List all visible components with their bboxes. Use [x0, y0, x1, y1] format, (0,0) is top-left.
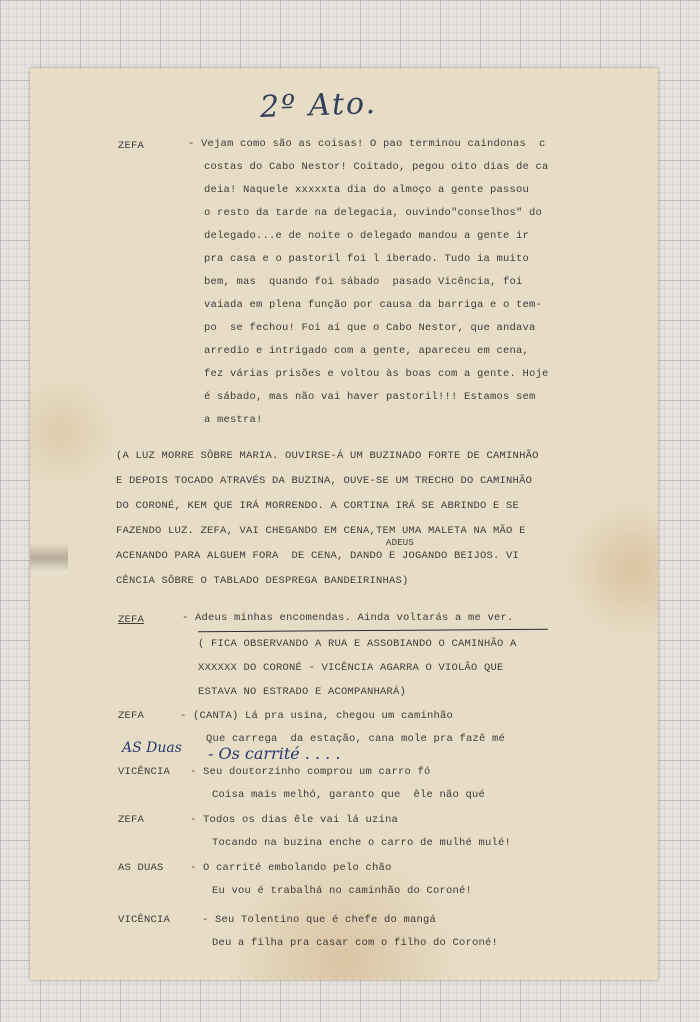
paper-fold: [30, 543, 68, 573]
song-line: - O carrité embolando pelo chão: [190, 862, 392, 874]
handwritten-underline: [198, 629, 548, 632]
stage-insert: ADEUS: [386, 538, 415, 548]
speech-line: pra casa e o pastoril foi l iberado. Tudo ia muito: [204, 253, 530, 265]
stage-direction-line: FAZENDO LUZ. ZEFA, VAI CHEGANDO EM CENA,TEM UMA MALETA NA MÃO E: [116, 525, 526, 537]
speech-line: costas do Cabo Nestor! Coitado, pegou oito dias de ca: [204, 161, 549, 173]
speaker-zefa-2: ZEFA: [118, 614, 145, 626]
stage-direction-line: E DEPOIS TOCADO ATRAVÉS DA BUZINA, OUVE-SE UM TRECHO DO CAMINHÃO: [116, 475, 533, 487]
song-line: - Seu doutorzinho comprou um carro fó: [190, 766, 431, 778]
speech-line: fez várias prisões e voltou às boas com a gente. Hoje: [204, 368, 549, 380]
speech-line: deia! Naquele xxxxxta dia do almoço a gente passou: [204, 184, 530, 196]
zefa-line-2: - Adeus minhas encomendas. Ainda voltarás a me ver.: [182, 612, 514, 624]
song-speaker: VICÊNCIA: [118, 914, 171, 926]
song-speaker: ZEFA: [118, 814, 145, 826]
speech-line: delegado...e de noite o delegado mandou a gente ir: [204, 230, 530, 242]
act-heading: 2º Ato.: [259, 85, 378, 126]
stage-direction-line: XXXXXX DO CORONÉ - VICÊNCIA AGARRA O VIOLÃO QUE: [198, 662, 504, 674]
typed-script-page: [30, 68, 658, 980]
handwritten-line: - Os carrité . . . .: [208, 744, 341, 763]
speech-line: é sábado, mas não vai haver pastoril!!! Estamos sem: [204, 391, 536, 403]
speech-line: vaiada em plena função por causa da barriga e o tem-: [204, 299, 543, 311]
handwritten-speaker: AS Duas: [122, 740, 182, 756]
song-speaker: AS DUAS: [118, 862, 164, 874]
speech-line: arredio e intrigado com a gente, apareceu em cena,: [204, 345, 530, 357]
stage-direction-line: CÊNCIA SÔBRE O TABLADO DESPREGA BANDEIRINHAS): [116, 575, 409, 587]
speaker-zefa: ZEFA: [118, 140, 145, 152]
song-line: Eu vou é trabalhá no caminhão do Coroné!: [212, 885, 473, 897]
song-line: - (CANTA) Lá pra usina, chegou um caminhão: [180, 710, 454, 722]
stage-direction-line: ( FICA OBSERVANDO A RUA E ASSOBIANDO O CAMINHÃO A: [198, 638, 517, 650]
song-line: Que carrega da estação, cana mole pra fazê mé: [206, 733, 506, 745]
song-line: Deu a filha pra casar com o filho do Coroné!: [212, 937, 499, 949]
stage-direction-line: (A LUZ MORRE SÔBRE MARIA. OUVIRSE-Á UM BUZINADO FORTE DE CAMINHÃO: [116, 450, 539, 462]
song-line: - Todos os dias êle vai lá uzina: [190, 814, 399, 826]
speech-line: bem, mas quando foi sábado pasado Vicência, foi: [204, 276, 523, 288]
song-speaker: ZEFA: [118, 710, 145, 722]
song-line: Coisa mais melhó, garanto que êle não qué: [212, 789, 486, 801]
speech-line: - Vejam como são as coisas! O pao terminou caindonas c: [188, 138, 546, 150]
speech-line: a mestra!: [204, 414, 263, 426]
song-line: Tocando na buzina enche o carro de mulhé mulé!: [212, 837, 512, 849]
stage-direction-line: ESTAVA NO ESTRADO E ACOMPANHARÁ): [198, 686, 407, 698]
stage-direction-line: DO CORONÉ, KEM QUE IRÁ MORRENDO. A CORTINA IRÁ SE ABRINDO E SE: [116, 500, 520, 512]
stage-direction-line: ACENANDO PARA ALGUEM FORA DE CENA, DANDO E JOGANDO BEIJOS. VI: [116, 550, 520, 562]
speech-line: o resto da tarde na delegacia, ouvindo"conselhos" do: [204, 207, 543, 219]
speech-line: po se fechou! Foi aí que o Cabo Nestor, que andava: [204, 322, 536, 334]
song-speaker: VICÊNCIA: [118, 766, 171, 778]
song-line: - Seu Tolentino que é chefe do mangá: [202, 914, 437, 926]
